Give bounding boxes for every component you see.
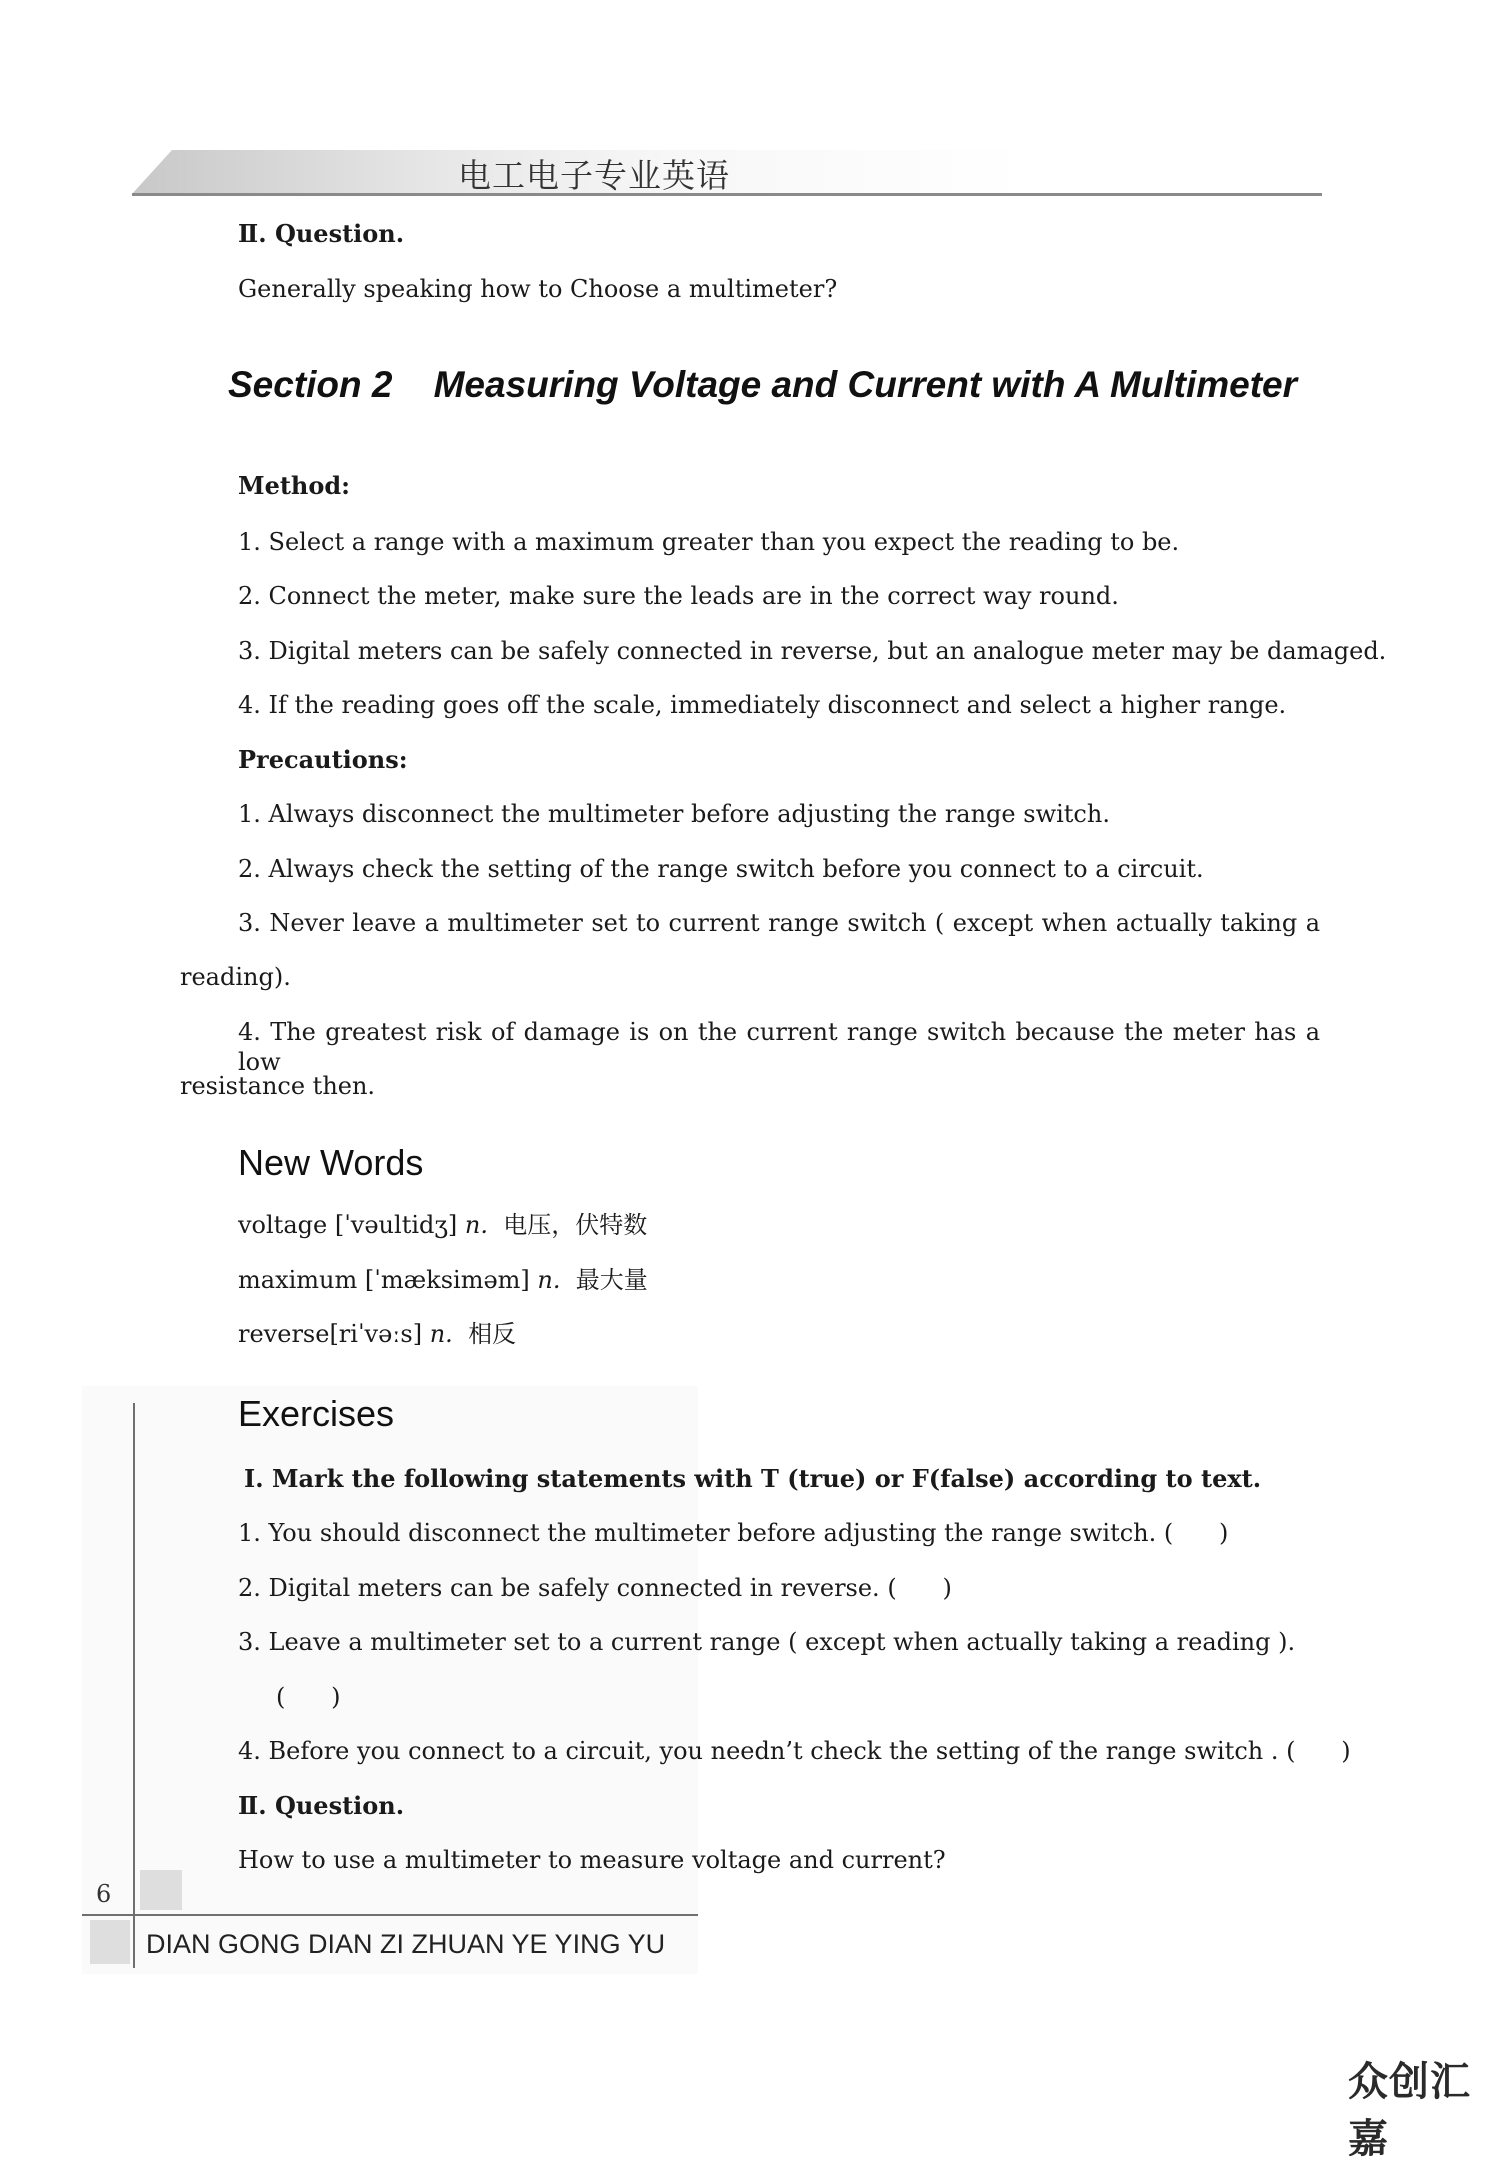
method-item: 4. If the reading goes off the scale, immediately disconnect and select a higher range.	[238, 691, 1287, 719]
vocab-pos: n.	[537, 1266, 561, 1294]
precaution-item-3-line2: reading).	[180, 963, 291, 991]
vocab-phonetic: [ˈmæksiməm]	[357, 1266, 538, 1294]
precaution-item: 1. Always disconnect the multimeter before adjusting the range switch.	[238, 800, 1110, 828]
vocab-meaning: 相反	[468, 1320, 517, 1348]
exercise-item: 2. Digital meters can be safely connected in reverse. ( )	[238, 1574, 952, 1602]
method-label: Method:	[238, 471, 351, 500]
exercise-part2-text: How to use a multimeter to measure voltage and current?	[238, 1846, 946, 1874]
running-header-title: 电工电子专业英语	[458, 156, 730, 195]
vocab-word: reverse	[238, 1320, 330, 1348]
watermark: 众创汇嘉	[1348, 2059, 1471, 2162]
exercise-answer-blank: ( )	[276, 1683, 341, 1711]
exercise-item: 4. Before you connect to a circuit, you needn’t check the setting of the range switch . ( )	[238, 1737, 1351, 1765]
method-item: 1. Select a range with a maximum greater than you expect the reading to be.	[238, 528, 1180, 556]
vocab-phonetic: [ˈvəultidʒ]	[327, 1211, 465, 1239]
vocab-pos: n.	[464, 1211, 489, 1239]
footer-grey-square	[90, 1920, 130, 1964]
exercise-part2-label: Ⅱ. Question.	[238, 1791, 405, 1820]
precaution-item-3-line1: 3. Never leave a multimeter set to current range switch ( except when actually taking a	[238, 909, 1320, 937]
method-item: 3. Digital meters can be safely connected in reverse, but an analogue meter may be damaged.	[238, 637, 1387, 665]
question-text: Generally speaking how to Choose a multimeter?	[238, 275, 838, 303]
vocab-entry	[238, 1319, 516, 1349]
vocab-word: voltage	[238, 1211, 328, 1239]
footer-vertical-rule	[133, 1403, 135, 1968]
footer-grey-square	[140, 1870, 182, 1910]
section-title: Section 2 Measuring Voltage and Current with A Multimeter	[228, 364, 1298, 405]
page-number: 6	[96, 1880, 112, 1908]
footer-horizontal-rule	[82, 1914, 698, 1916]
exercises-heading: Exercises	[238, 1393, 395, 1434]
precaution-item-4-line2: resistance then.	[180, 1072, 376, 1100]
vocab-entry	[238, 1265, 648, 1295]
precaution-item-4-line1: 4. The greatest risk of damage is on the current range switch because the meter has a low	[238, 1018, 1320, 1076]
precautions-label: Precautions:	[238, 745, 408, 774]
exercise-item: 3. Leave a multimeter set to a current range ( except when actually taking a reading ).	[238, 1628, 1296, 1656]
vocab-pos: n.	[429, 1320, 453, 1348]
new-words-heading: New Words	[238, 1142, 424, 1183]
vocab-meaning: 电压，伏特数	[503, 1211, 648, 1239]
method-item: 2. Connect the meter, make sure the leads are in the correct way round.	[238, 582, 1119, 610]
exercise-item: 1. You should disconnect the multimeter before adjusting the range switch. ( )	[238, 1519, 1229, 1547]
vocab-phonetic: [riˈvəːs]	[329, 1320, 430, 1348]
vocab-word: maximum	[238, 1266, 358, 1294]
exercise-part1-label: Ⅰ. Mark the following statements with T (true) or F(false) according to text.	[244, 1464, 1262, 1493]
footer-running-text: DIAN GONG DIAN ZI ZHUAN YE YING YU	[146, 1929, 666, 1959]
question-label: Ⅱ. Question.	[238, 219, 405, 248]
vocab-entry	[238, 1210, 647, 1240]
precaution-item: 2. Always check the setting of the range switch before you connect to a circuit.	[238, 855, 1204, 883]
vocab-meaning: 最大量	[575, 1266, 648, 1294]
